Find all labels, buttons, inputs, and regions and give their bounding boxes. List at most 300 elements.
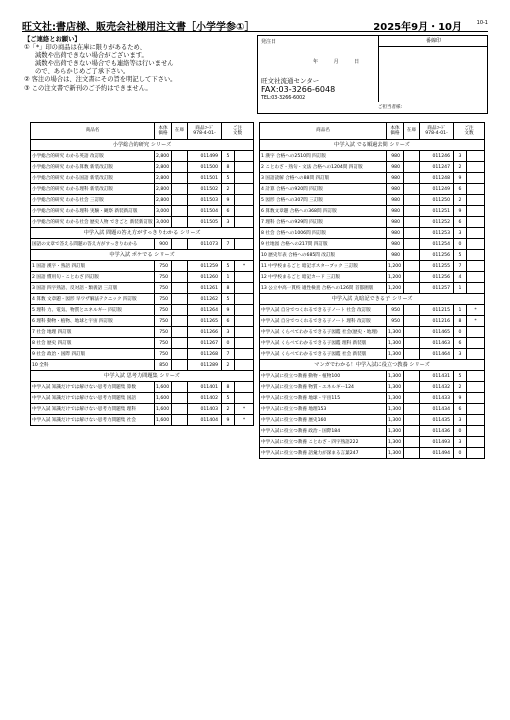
- stock-count: 3: [454, 415, 467, 426]
- product-price: 1,600: [155, 382, 172, 393]
- quantity-input[interactable]: [467, 184, 485, 195]
- table-row: [260, 371, 485, 382]
- product-code: 011255: [420, 261, 454, 272]
- table-row: [31, 206, 254, 217]
- product-code: 011248: [420, 173, 454, 184]
- product-price: 750: [155, 272, 172, 283]
- table-row: [260, 283, 485, 294]
- quantity-input[interactable]: [467, 228, 485, 239]
- stock-count: 9: [222, 305, 235, 316]
- stock-cell[interactable]: [404, 228, 420, 239]
- table-row: [260, 393, 485, 404]
- product-code: 011256: [420, 272, 454, 283]
- header: [22, 18, 488, 33]
- quantity-input[interactable]: [235, 195, 254, 206]
- quantity-input[interactable]: [235, 206, 254, 217]
- quantity-input[interactable]: *: [467, 305, 485, 316]
- quantity-input[interactable]: [467, 415, 485, 426]
- stock-cell[interactable]: [172, 294, 188, 305]
- stock-count: 2: [454, 162, 467, 173]
- quantity-input[interactable]: [235, 382, 254, 393]
- table-row: [31, 151, 254, 162]
- product-name: 13 公立中高一貫校 適性検査 合格への126問 首都圏版: [260, 283, 387, 294]
- quantity-input[interactable]: [467, 448, 485, 459]
- product-code: 011261: [188, 283, 222, 294]
- stock-cell[interactable]: [404, 283, 420, 294]
- product-price: 2,800: [155, 151, 172, 162]
- notice-line: ③ この注文書で新刊のご予約はできません。: [24, 84, 152, 92]
- quantity-input[interactable]: [235, 239, 254, 250]
- order-info-box: [257, 35, 488, 114]
- product-code: 011265: [188, 316, 222, 327]
- product-code: 011502: [188, 184, 222, 195]
- product-name: 8 社会 合格への1006問 四訂版: [260, 228, 387, 239]
- table-row: [260, 415, 485, 426]
- table-row: [31, 327, 254, 338]
- product-price: 750: [155, 294, 172, 305]
- product-price: 2,800: [155, 184, 172, 195]
- product-code: 011435: [420, 415, 454, 426]
- product-code: 011503: [188, 195, 222, 206]
- quantity-input[interactable]: [235, 151, 254, 162]
- quantity-input[interactable]: [467, 195, 485, 206]
- product-price: 750: [155, 305, 172, 316]
- table-row: [260, 305, 485, 316]
- stock-cell[interactable]: [404, 327, 420, 338]
- quantity-input[interactable]: [467, 162, 485, 173]
- product-price: 980: [387, 217, 404, 228]
- stock-count: 7: [222, 349, 235, 360]
- stock-cell[interactable]: [172, 349, 188, 360]
- series-header-row: [260, 140, 485, 151]
- table-row: [31, 393, 254, 404]
- quantity-input[interactable]: [235, 173, 254, 184]
- product-price: 980: [387, 162, 404, 173]
- quantity-input[interactable]: [235, 360, 254, 371]
- quantity-input[interactable]: [235, 272, 254, 283]
- stock-count: 5: [454, 250, 467, 261]
- product-price: 750: [155, 338, 172, 349]
- quantity-input[interactable]: *: [235, 404, 254, 415]
- product-code: 011267: [188, 338, 222, 349]
- product-code: 011501: [188, 173, 222, 184]
- stock-cell[interactable]: [404, 151, 420, 162]
- product-name: 2 国語 慣用句・ことわざ 四訂版: [31, 272, 155, 283]
- stock-count: 2: [222, 404, 235, 415]
- product-code: 011256: [420, 250, 454, 261]
- quantity-input[interactable]: [467, 437, 485, 448]
- series-header-row: [31, 371, 254, 382]
- quantity-input[interactable]: [467, 250, 485, 261]
- order-date-field[interactable]: 年 月 日: [313, 59, 360, 65]
- col-header-qty: ご注 文数: [222, 123, 254, 140]
- quantity-input[interactable]: [467, 327, 485, 338]
- quantity-input[interactable]: [467, 371, 485, 382]
- table-row: [31, 415, 254, 426]
- stock-count: 6: [454, 404, 467, 415]
- stock-count: 8: [222, 162, 235, 173]
- stock-cell[interactable]: [172, 404, 188, 415]
- stock-count: 5: [222, 151, 235, 162]
- series-title: 中学入試 でる順過去問 シリーズ: [260, 140, 485, 151]
- stock-cell[interactable]: [404, 173, 420, 184]
- stock-count: 2: [222, 360, 235, 371]
- col-header-qty: ご注 文数: [454, 123, 485, 140]
- product-name: 小学総合的研究 わかる算数 新装改訂版: [31, 162, 155, 173]
- product-name: 中学入試に役立つ教養 動物・植物100: [260, 371, 387, 382]
- contact-person-label: ご担当者様:: [378, 105, 403, 110]
- series-title: マンガでわかる！中学入試に役立つ教養 シリーズ: [260, 360, 485, 371]
- product-name: 小学総合的研究 わかる理科 実験・観察 新装新訂版: [31, 206, 155, 217]
- product-code: 011402: [188, 393, 222, 404]
- stock-count: 9: [222, 195, 235, 206]
- col-header-name: 商品名: [260, 123, 387, 140]
- product-price: 900: [155, 239, 172, 250]
- product-name: 中学入試 自分でつくれるできる子ノート 理科 改訂版: [260, 316, 387, 327]
- table-row: [260, 382, 485, 393]
- stock-count: 1: [454, 283, 467, 294]
- product-code: 011246: [420, 151, 454, 162]
- quantity-input[interactable]: [235, 162, 254, 173]
- product-name: 中学入試 知識だけでは解けない思考力問題集 理科: [31, 404, 155, 415]
- product-code: 011250: [420, 195, 454, 206]
- stock-cell[interactable]: [172, 393, 188, 404]
- quantity-input[interactable]: [235, 338, 254, 349]
- product-code: 011464: [420, 349, 454, 360]
- product-code: 011216: [420, 316, 454, 327]
- product-price: 2,800: [155, 162, 172, 173]
- stock-cell[interactable]: [172, 195, 188, 206]
- product-price: 1,300: [387, 338, 404, 349]
- product-name: 小学総合的研究 わかる国語 新装改訂版: [31, 173, 155, 184]
- table-row: [260, 184, 485, 195]
- product-price: 980: [387, 195, 404, 206]
- stock-count: 5: [222, 393, 235, 404]
- product-name: 中学入試に役立つ教養 歴史160: [260, 415, 387, 426]
- product-name: 12 中学校まるごと 暗記カード 三訂版: [260, 272, 387, 283]
- quantity-input[interactable]: [235, 294, 254, 305]
- quantity-input[interactable]: [467, 239, 485, 250]
- quantity-input[interactable]: [467, 426, 485, 437]
- stock-cell[interactable]: [404, 393, 420, 404]
- product-code: 011073: [188, 239, 222, 250]
- product-name: 2 ことわざ・熟句・文法 合格への1204問 四訂版: [260, 162, 387, 173]
- stock-count: 7: [454, 261, 467, 272]
- product-code: 011401: [188, 382, 222, 393]
- quantity-input[interactable]: *: [235, 415, 254, 426]
- stock-cell[interactable]: [404, 250, 420, 261]
- stock-cell[interactable]: [404, 316, 420, 327]
- table-row: [260, 437, 485, 448]
- stock-cell[interactable]: [404, 448, 420, 459]
- stock-cell[interactable]: [172, 162, 188, 173]
- table-row: [31, 272, 254, 283]
- product-code: 011253: [420, 228, 454, 239]
- table-row: [31, 162, 254, 173]
- quantity-input[interactable]: [467, 261, 485, 272]
- stock-count: 0: [454, 327, 467, 338]
- product-name: 中学入試 くらべてわかるできる子図鑑 社会(歴史・地理): [260, 327, 387, 338]
- stock-cell[interactable]: [172, 316, 188, 327]
- header-rule: [22, 31, 488, 32]
- product-code: 011254: [420, 239, 454, 250]
- stock-count: 5: [222, 173, 235, 184]
- form-title: 旺文社:書店様、販売会社様用注文書［小学学参①］: [22, 22, 255, 33]
- stock-count: 0: [454, 239, 467, 250]
- product-price: 980: [387, 151, 404, 162]
- stock-cell[interactable]: [172, 261, 188, 272]
- product-price: 980: [387, 206, 404, 217]
- table-row: [31, 217, 254, 228]
- product-name: 小学総合的研究 わかる理科 新装改訂版: [31, 184, 155, 195]
- product-price: 1,200: [387, 283, 404, 294]
- product-code: 011433: [420, 393, 454, 404]
- product-name: 中学入試 自分でつくれるできる子ノート 社会 改訂版: [260, 305, 387, 316]
- stock-count: 3: [454, 151, 467, 162]
- table-row: [260, 272, 485, 283]
- product-code: 011247: [420, 162, 454, 173]
- product-name: 4 計算 合格への920問 四訂版: [260, 184, 387, 195]
- stock-count: 0: [454, 426, 467, 437]
- quantity-input[interactable]: [467, 272, 485, 283]
- distribution-center: 旺文社流通センター: [261, 77, 320, 85]
- table-row: [31, 316, 254, 327]
- product-price: 3,000: [155, 217, 172, 228]
- stock-cell[interactable]: [404, 382, 420, 393]
- stock-cell[interactable]: [404, 206, 420, 217]
- quantity-input[interactable]: [235, 184, 254, 195]
- product-code: 011268: [188, 349, 222, 360]
- stock-cell[interactable]: [172, 382, 188, 393]
- stock-count: 9: [454, 206, 467, 217]
- table-row: [260, 228, 485, 239]
- product-price: 980: [387, 184, 404, 195]
- quantity-input[interactable]: [235, 327, 254, 338]
- product-name: 中学入試に役立つ教養 地理153: [260, 404, 387, 415]
- stock-count: 6: [454, 338, 467, 349]
- quantity-input[interactable]: *: [235, 261, 254, 272]
- table-row: [260, 404, 485, 415]
- quantity-input[interactable]: [235, 349, 254, 360]
- table-row: [260, 448, 485, 459]
- quantity-input[interactable]: [467, 151, 485, 162]
- col-header-stock: 在庫: [404, 123, 420, 140]
- product-price: 2,800: [155, 195, 172, 206]
- quantity-input[interactable]: [235, 283, 254, 294]
- product-code: 011403: [188, 404, 222, 415]
- col-header-code: 商品ｺｰﾄﾞ 978-4-01-: [420, 123, 454, 140]
- product-name: 中学入試に役立つ教養 地球・宇宙115: [260, 393, 387, 404]
- table-row: [260, 261, 485, 272]
- product-price: 1,200: [387, 261, 404, 272]
- stock-cell[interactable]: [404, 305, 420, 316]
- stock-count: 2: [454, 195, 467, 206]
- stock-cell[interactable]: [404, 239, 420, 250]
- col-header-stock: 在庫: [172, 123, 188, 140]
- table-row: [31, 294, 254, 305]
- product-name: 10 歴史年表 合格への685問 改訂版: [260, 250, 387, 261]
- quantity-input[interactable]: [467, 404, 485, 415]
- stock-cell[interactable]: [404, 349, 420, 360]
- col-header-price: 本体 価格: [155, 123, 172, 140]
- product-price: 750: [155, 316, 172, 327]
- stock-cell[interactable]: [404, 338, 420, 349]
- stock-cell[interactable]: [404, 415, 420, 426]
- table-row: [260, 173, 485, 184]
- stock-cell[interactable]: [404, 195, 420, 206]
- series-header-row: [260, 360, 485, 371]
- product-code: 011500: [188, 162, 222, 173]
- product-name: 6 算数文章題 合格への368問 四訂版: [260, 206, 387, 217]
- table-row: [31, 283, 254, 294]
- quantity-input[interactable]: [467, 393, 485, 404]
- product-name: 中学入試に役立つ教養 語彙力が深まる言葉247: [260, 448, 387, 459]
- stock-cell[interactable]: [404, 437, 420, 448]
- quantity-input[interactable]: [467, 283, 485, 294]
- product-code: 011431: [420, 371, 454, 382]
- product-name: 1 漢字 合格への2510問 四訂版: [260, 151, 387, 162]
- stock-cell[interactable]: [172, 327, 188, 338]
- stock-cell[interactable]: [404, 404, 420, 415]
- stock-cell[interactable]: [172, 272, 188, 283]
- table-row: [31, 338, 254, 349]
- quantity-input[interactable]: [467, 349, 485, 360]
- series-title: 中学入試 丸暗記できる子 シリーズ: [260, 294, 485, 305]
- series-title: 中学入試 ポケでる シリーズ: [31, 250, 254, 261]
- product-code: 011432: [420, 382, 454, 393]
- product-code: 011264: [188, 305, 222, 316]
- stock-count: 3: [222, 327, 235, 338]
- stock-cell[interactable]: [172, 151, 188, 162]
- quantity-input[interactable]: [235, 393, 254, 404]
- product-name: 9 社地図 合格への217問 四訂版: [260, 239, 387, 250]
- product-price: 1,300: [387, 448, 404, 459]
- stock-count: 8: [222, 283, 235, 294]
- product-price: 3,000: [155, 206, 172, 217]
- product-name: 9 社会 政治・国際 四訂版: [31, 349, 155, 360]
- stock-cell[interactable]: [404, 272, 420, 283]
- product-name: 中学入試 知識だけでは解けない思考力問題集 算数: [31, 382, 155, 393]
- page-number: 10-1: [476, 20, 488, 26]
- quantity-input[interactable]: [235, 316, 254, 327]
- product-price: 1,300: [387, 327, 404, 338]
- product-name: 中学入試に役立つ教養 政治・国際184: [260, 426, 387, 437]
- stock-count: 6: [222, 206, 235, 217]
- product-code: 011259: [188, 261, 222, 272]
- product-code: 011436: [420, 426, 454, 437]
- stock-count: 5: [222, 294, 235, 305]
- table-row: [260, 217, 485, 228]
- stock-count: 7: [222, 239, 235, 250]
- stock-cell[interactable]: [404, 371, 420, 382]
- product-code: 011252: [420, 217, 454, 228]
- stock-count: 3: [454, 437, 467, 448]
- table-row: [31, 382, 254, 393]
- col-header-name: 商品名: [31, 123, 155, 140]
- stock-cell[interactable]: [172, 338, 188, 349]
- stock-count: 8: [222, 382, 235, 393]
- table-row: [260, 206, 485, 217]
- stock-count: 5: [222, 261, 235, 272]
- product-price: 1,600: [155, 393, 172, 404]
- bansen-stamp-box[interactable]: [378, 36, 488, 102]
- stock-cell[interactable]: [404, 162, 420, 173]
- product-price: 1,200: [387, 272, 404, 283]
- product-name: 10 全科: [31, 360, 155, 371]
- product-name: 3 国語 四字熟語、反対語・類義語 三訂版: [31, 283, 155, 294]
- stock-count: 0: [454, 448, 467, 459]
- stock-count: 6: [454, 217, 467, 228]
- stock-count: 2: [454, 382, 467, 393]
- quantity-input[interactable]: [235, 217, 254, 228]
- stock-count: 6: [454, 184, 467, 195]
- stock-cell[interactable]: [404, 261, 420, 272]
- product-code: 011494: [420, 448, 454, 459]
- table-row: [31, 349, 254, 360]
- notice-block: [24, 36, 254, 93]
- quantity-input[interactable]: [467, 217, 485, 228]
- product-price: 1,300: [387, 349, 404, 360]
- stock-cell[interactable]: [404, 184, 420, 195]
- notice-line: 減数や出荷できない場合でも連絡等は行いません: [35, 60, 174, 68]
- product-code: 011289: [188, 360, 222, 371]
- quantity-input[interactable]: [467, 173, 485, 184]
- product-price: 1,300: [387, 404, 404, 415]
- product-name: 中学入試に役立つ教養 ことわざ・四字熟語222: [260, 437, 387, 448]
- product-price: 950: [387, 305, 404, 316]
- stock-cell[interactable]: [172, 305, 188, 316]
- product-price: 1,300: [387, 382, 404, 393]
- product-price: 980: [387, 173, 404, 184]
- table-row: [31, 173, 254, 184]
- stock-cell[interactable]: [404, 426, 420, 437]
- product-name: 7 理科 合格への929問 四訂版: [260, 217, 387, 228]
- table-row: [260, 195, 485, 206]
- quantity-input[interactable]: *: [467, 316, 485, 327]
- quantity-input[interactable]: [467, 338, 485, 349]
- stock-cell[interactable]: [172, 184, 188, 195]
- quantity-input[interactable]: [467, 206, 485, 217]
- product-price: 750: [155, 261, 172, 272]
- product-code: 011465: [420, 327, 454, 338]
- stock-cell[interactable]: [172, 173, 188, 184]
- table-row: [31, 184, 254, 195]
- product-price: 1,600: [155, 404, 172, 415]
- stock-cell[interactable]: [172, 217, 188, 228]
- quantity-input[interactable]: [235, 305, 254, 316]
- table-row: [260, 338, 485, 349]
- product-name: 中学入試に役立つ教養 物質・エネルギー124: [260, 382, 387, 393]
- table-row: [260, 162, 485, 173]
- series-title: 小学総合的研究 シリーズ: [31, 140, 254, 151]
- stock-cell[interactable]: [172, 360, 188, 371]
- stock-cell[interactable]: [172, 415, 188, 426]
- product-name: 小学総合的研究 わかる社会 三訂版: [31, 195, 155, 206]
- product-name: 中学入試 くらべてわかるできる子図鑑 理科 新装版: [260, 338, 387, 349]
- stock-cell[interactable]: [172, 239, 188, 250]
- quantity-input[interactable]: [467, 382, 485, 393]
- stock-cell[interactable]: [404, 217, 420, 228]
- product-code: 011493: [420, 437, 454, 448]
- stock-count: 5: [454, 371, 467, 382]
- series-title: 中学入試 思考力問題集 シリーズ: [31, 371, 254, 382]
- stock-cell[interactable]: [172, 206, 188, 217]
- product-code: 011266: [188, 327, 222, 338]
- stock-cell[interactable]: [172, 283, 188, 294]
- product-code: 011215: [420, 305, 454, 316]
- product-price: 980: [387, 250, 404, 261]
- product-price: 850: [155, 360, 172, 371]
